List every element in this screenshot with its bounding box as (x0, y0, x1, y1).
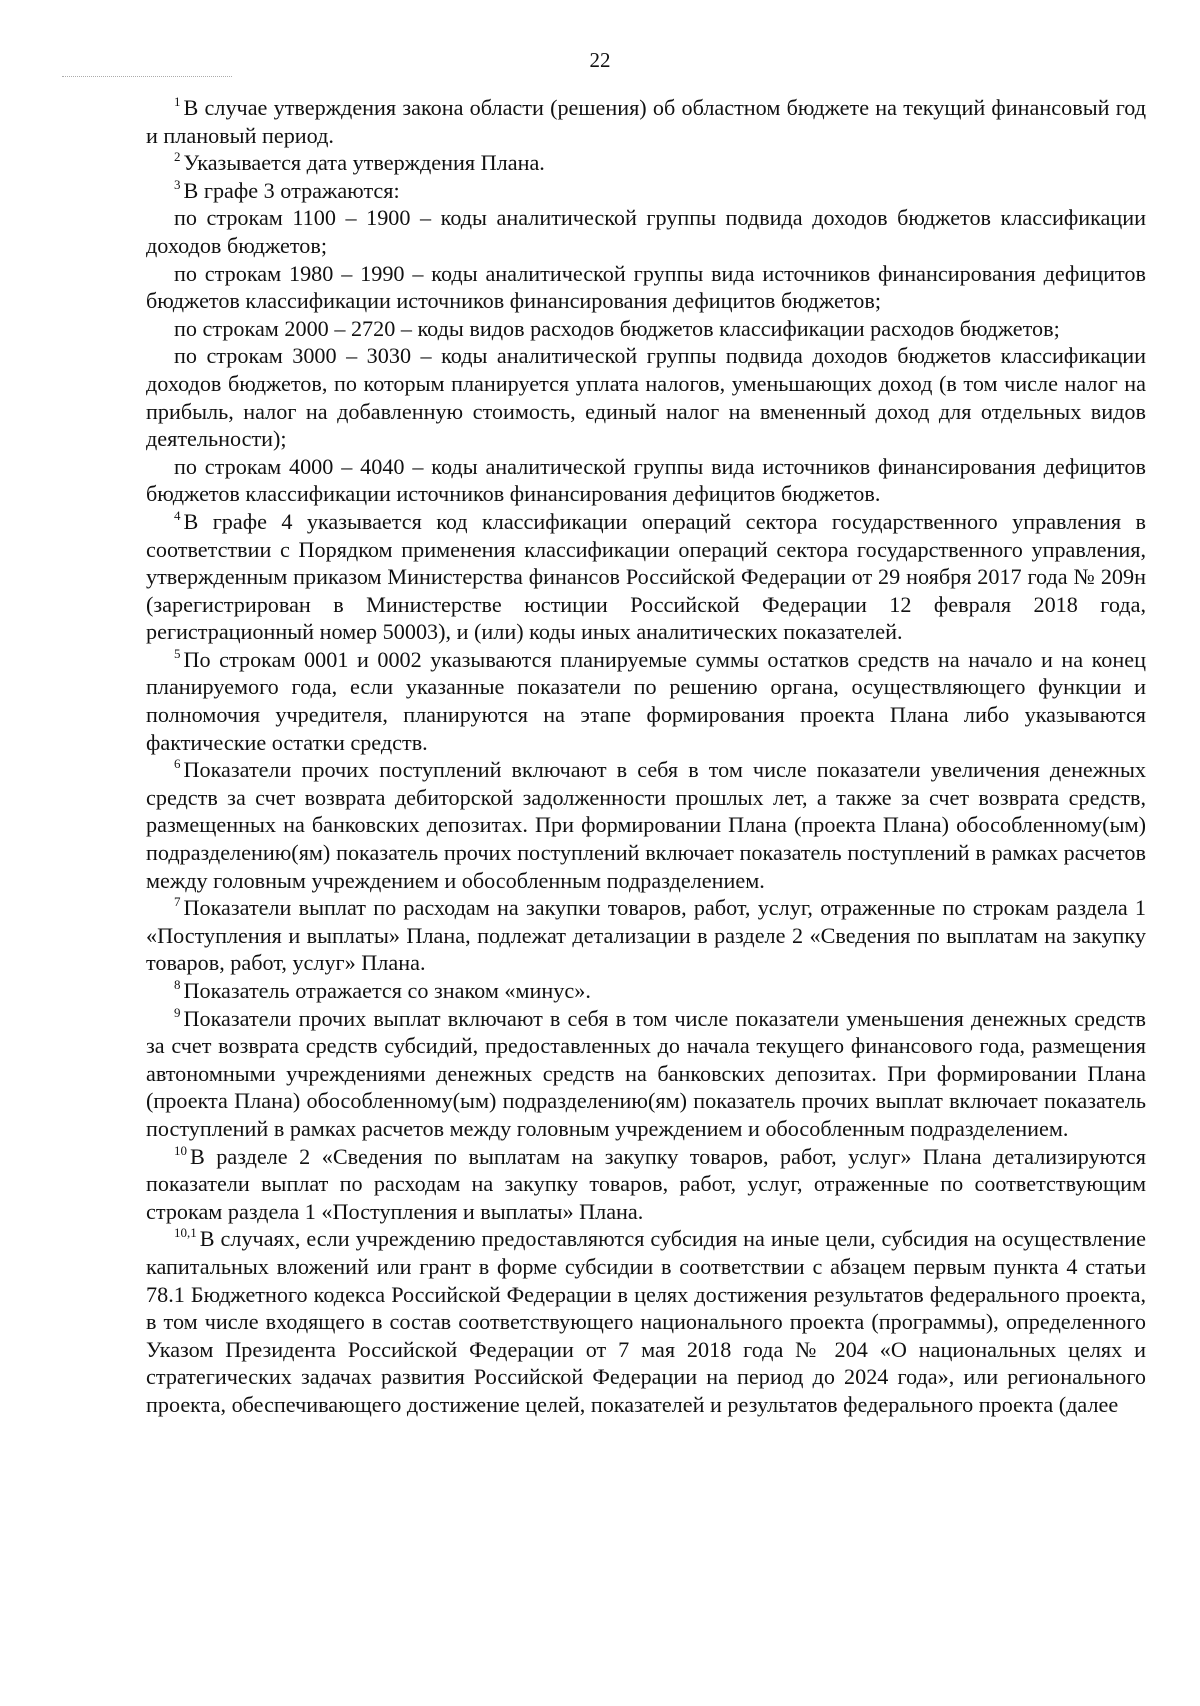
footnote-mark: 10 (174, 1142, 187, 1158)
footnote-text: Показатели прочих поступлений включают в себя в том числе показатели увеличения денежных средств за счет возврата дебиторской задолженности прошлых лет, а также за счет возврата средств, размещенных на банковских депозитах. При формировании Плана (проекта Плана) обособленному(ым) подразделению(ям) показатель прочих поступлений включает показатель поступлений в рамках расчетов между головным учреждением и обособленным подразделением. (146, 757, 1146, 893)
footnote-3-item: по строкам 1100 – 1900 – коды аналитической группы подвида доходов бюджетов классификации доходов бюджетов; (146, 205, 1146, 258)
footnote-text: По строкам 0001 и 0002 указываются планируемые суммы остатков средств на начало и на конец планируемого года, если указанные показатели по решению органа, осуществляющего функции и полномочия учредителя, планируются на этапе формирования проекта Плана либо указываются фактические остатки средств. (146, 646, 1146, 755)
footnote-4 (146, 508, 1146, 646)
footnote-5 (146, 646, 1146, 756)
footnote-1 (146, 94, 1146, 149)
scan-artifact (62, 76, 232, 80)
footnote-text: В случае утверждения закона области (решения) об областном бюджете на текущий финансовый год и плановый период. (146, 95, 1146, 148)
footnote-mark: 4 (174, 507, 181, 523)
footnotes-block (146, 94, 1146, 1419)
footnote-3-item: по строкам 4000 – 4040 – коды аналитической группы вида источников финансирования дефицитов бюджетов классификации источников финансирования дефицитов бюджетов. (146, 453, 1146, 507)
footnote-7 (146, 894, 1146, 977)
footnote-6 (146, 756, 1146, 894)
footnote-text: В разделе 2 «Сведения по выплатам на закупку товаров, работ, услуг» Плана детализируются показатели выплат по расходам на закупку товаров, работ, услуг, отраженные по соответствующим строкам раздела 1 «Поступления и выплаты» Плана. (146, 1143, 1146, 1224)
footnote-text: Указывается дата утверждения Плана. (183, 150, 545, 176)
footnote-3-item: по строкам 2000 – 2720 – коды видов расходов бюджетов классификации расходов бюджетов; (174, 315, 1060, 341)
footnote-text: Показатели выплат по расходам на закупки товаров, работ, услуг, отраженные по строкам раздела 1 «Поступления и выплаты» Плана, подлежат детализации в разделе 2 «Сведения по выплатам на закупку товаров, работ, услуг» Плана. (146, 895, 1146, 976)
footnote-mark: 9 (174, 1004, 181, 1020)
footnote-3 (146, 177, 1146, 205)
footnote-3-item: по строкам 1980 – 1990 – коды аналитической группы вида источников финансирования дефицитов бюджетов классификации источников финансирования дефицитов бюджетов; (146, 260, 1146, 314)
footnote-mark: 7 (174, 894, 181, 910)
footnote-text: В графе 4 указывается код классификации операций сектора государственного управления в соответствии с Порядком применения классификации операций сектора государственного управления, утвержденным приказом Министерства финансов Российской Федерации от 29 ноября 2017 года № 209н (зарегистрирован в Министерстве юстиции Российской Федерации 12 февраля 2018 года, регистрационный номер 50003), и (или) коды иных аналитических показателей. (146, 508, 1146, 645)
footnote-mark: 10,1 (174, 1225, 197, 1241)
footnote-mark: 5 (174, 645, 181, 661)
footnote-mark: 3 (174, 176, 181, 192)
footnote-10-1 (146, 1225, 1146, 1418)
footnote-text: Показатели прочих выплат включают в себя в том числе показатели уменьшения денежных средств за счет возврата средств субсидий, предоставленных до начала текущего финансового года, размещения автономными учреждениями денежных средств на банковских депозитах. При формировании Плана (проекта Плана) обособленному(ым) подразделению(ям) показатель прочих выплат включает показатель поступлений в рамках расчетов между головным учреждением и обособленным подразделением. (146, 1005, 1146, 1141)
footnote-text: В случаях, если учреждению предоставляются субсидия на иные цели, субсидия на осуществление капитальных вложений или грант в форме субсидии в соответствии с абзацем первым пункта 4 статьи 78.1 Бюджетного кодекса Российской Федерации в целях достижения результатов федерального проекта, в том числе входящего в состав соответствующего национального проекта (программы), определенного Указом Президента Российской Федерации от 7 мая 2018 года № 204 «О национальных целях и стратегических задачах развития Российской Федерации на период до 2024 года», или регионального проекта, обеспечивающего достижение целей, показателей и результатов федерального проекта (далее (146, 1226, 1146, 1417)
footnote-mark: 1 (174, 94, 181, 109)
footnote-8 (146, 977, 1146, 1005)
footnote-2 (146, 149, 1146, 177)
footnote-10 (146, 1143, 1146, 1226)
footnote-mark: 2 (174, 149, 181, 165)
footnote-9 (146, 1005, 1146, 1143)
page-number: 22 (589, 48, 611, 72)
footnote-mark: 6 (174, 756, 181, 772)
footnote-text: Показатель отражается со знаком «минус». (183, 978, 591, 1003)
footnote-text: В графе 3 отражаются: (183, 177, 400, 203)
footnote-mark: 8 (174, 977, 181, 992)
footnote-3-item: по строкам 3000 – 3030 – коды аналитической группы подвида доходов бюджетов классификации доходов бюджетов, по которым планируется уплата налогов, уменьшающих доход (в том числе налог на прибыль, налог на добавленную стоимость, единый налог на вмененный доход для отдельных видов деятельности); (146, 343, 1146, 452)
